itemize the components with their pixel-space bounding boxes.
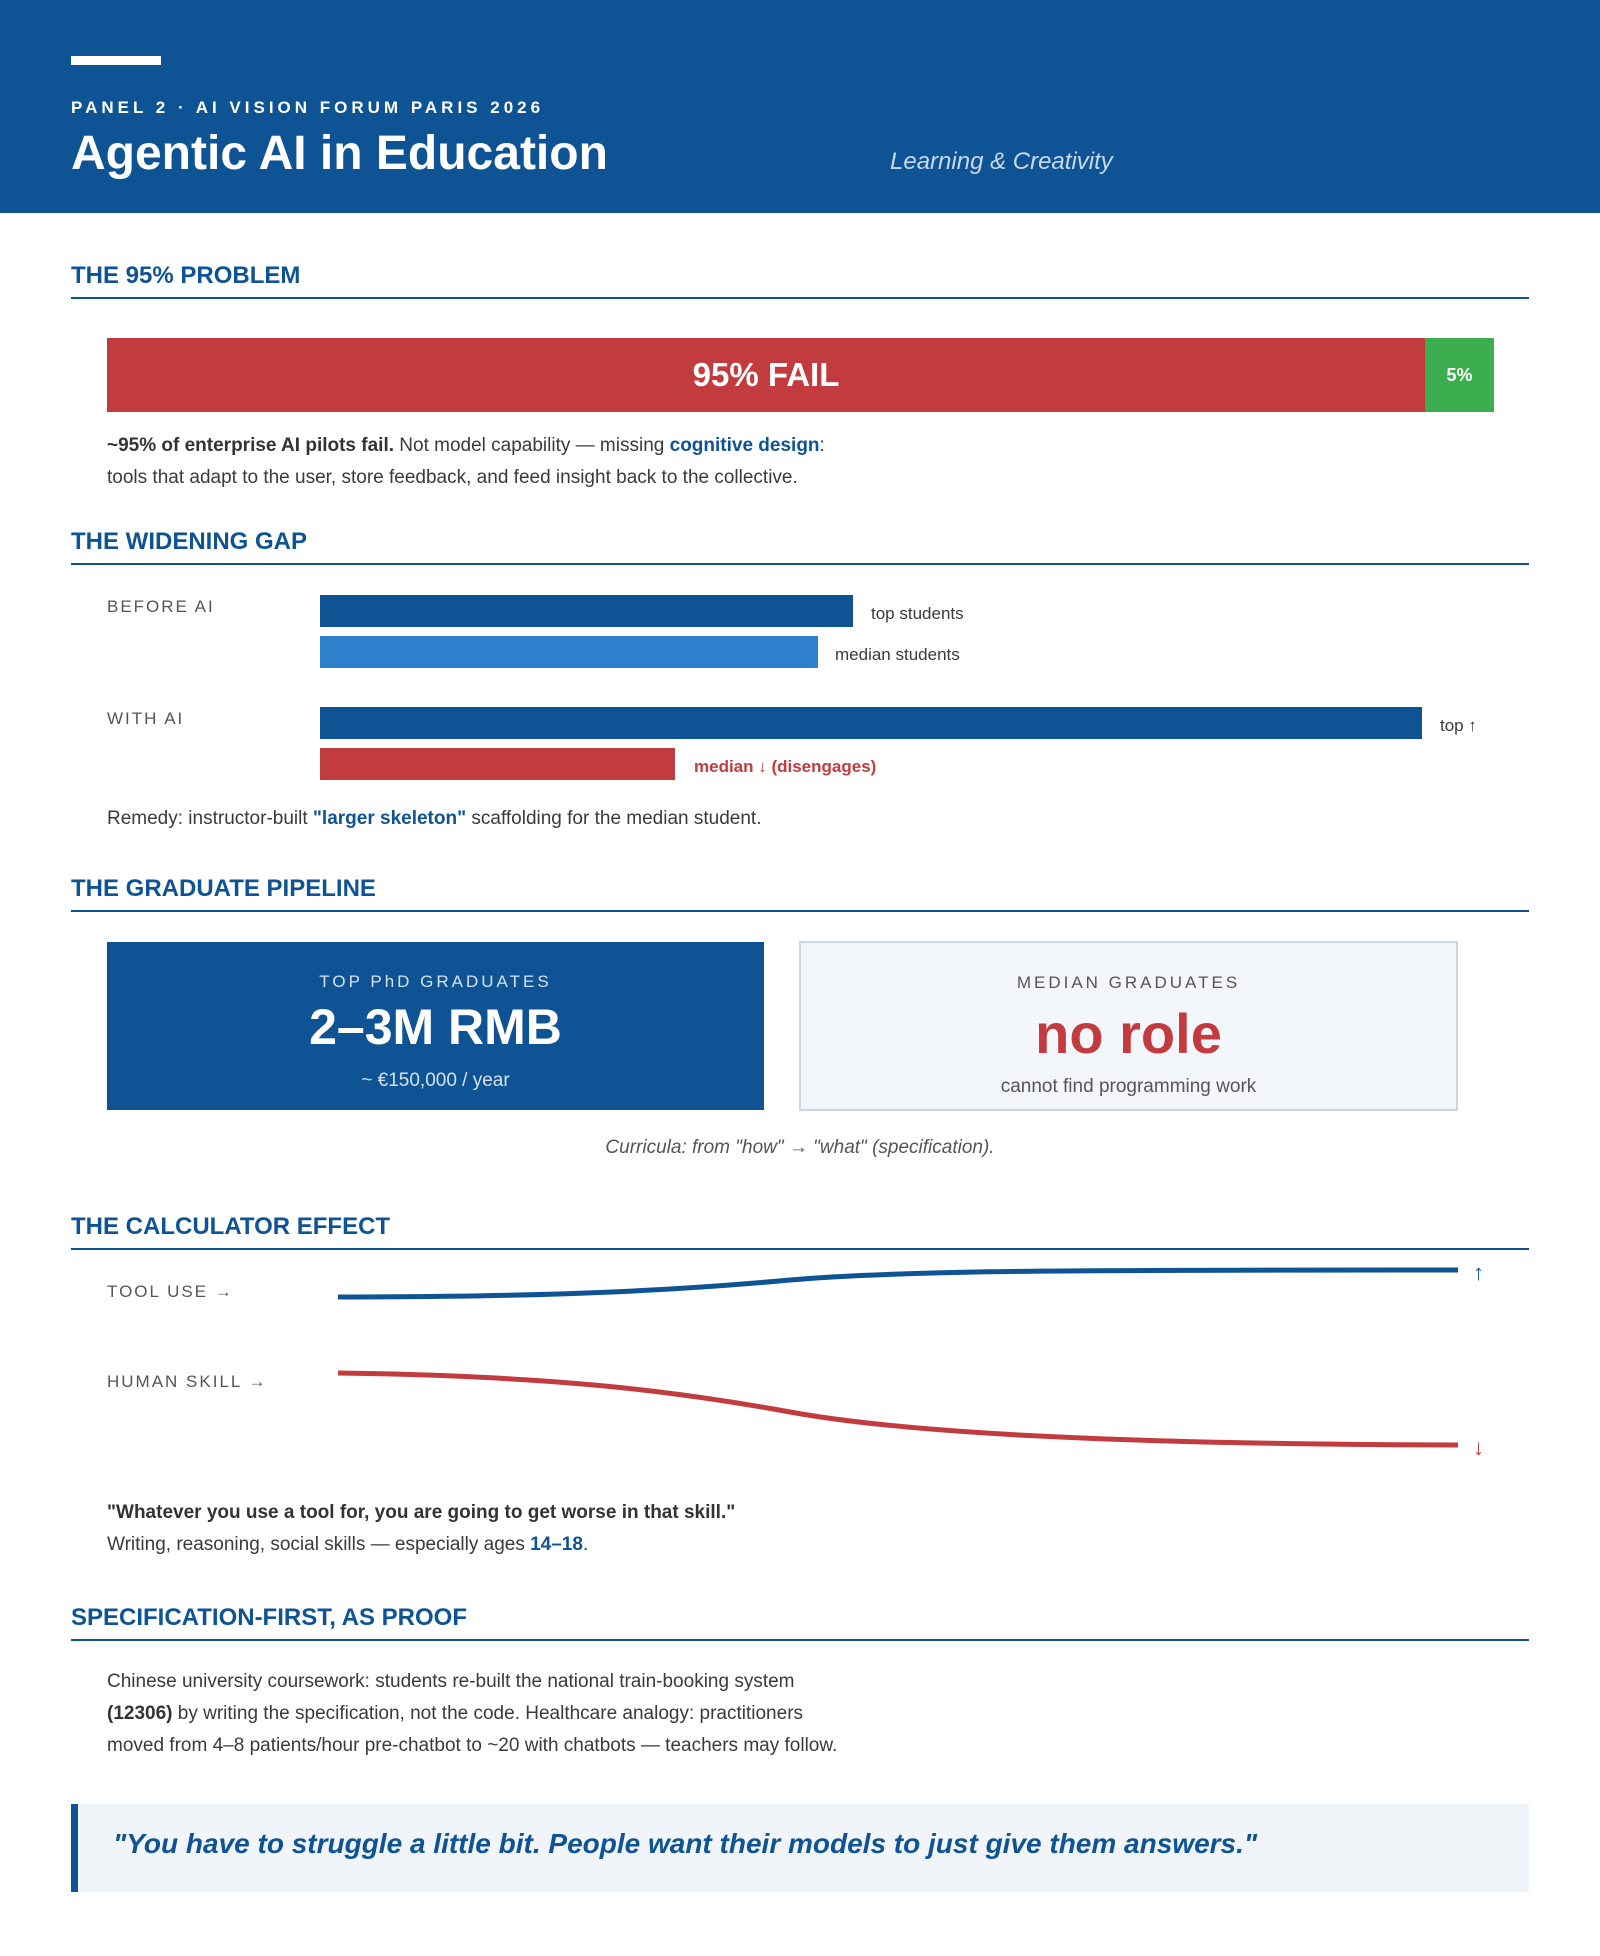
spec-line-3: moved from 4–8 patients/hour pre-chatbot to ~20 with chatbots — teachers may follow. xyxy=(107,1735,838,1756)
median-graduates-caption: MEDIAN GRADUATES xyxy=(1016,973,1241,992)
curricula-note: Curricula: from "how" → "what" (specification). xyxy=(605,1137,995,1158)
before-median-label: median students xyxy=(835,645,960,664)
tool-use-curve xyxy=(338,1270,1458,1297)
section-title-calculator: THE CALCULATOR EFFECT xyxy=(71,1213,391,1240)
top-graduates-caption: TOP PhD GRADUATES xyxy=(319,972,552,991)
page-subtitle: Learning & Creativity xyxy=(890,148,1113,175)
human-skill-label: HUMAN SKILL → xyxy=(107,1372,268,1391)
calculator-line-2-text: Writing, reasoning, social skills — especially ages xyxy=(107,1534,531,1555)
before-top-label: top students xyxy=(871,604,964,623)
calculator-text xyxy=(107,1497,735,1561)
human-skill-curve xyxy=(338,1373,1458,1445)
with-top-label: top ↑ xyxy=(1440,716,1477,735)
problem-bold: ~95% of enterprise AI pilots fail. xyxy=(107,435,395,456)
closing-quote: "You have to struggle a little bit. People want their models to just give them answers." xyxy=(113,1828,1258,1859)
age-range-highlight: 14–18 xyxy=(530,1534,583,1555)
top-graduates-value: 2–3M RMB xyxy=(309,999,562,1055)
problem-highlight: cognitive design xyxy=(669,435,820,456)
arrow-down-icon: ↓ xyxy=(1473,1435,1484,1460)
spec-line-1: Chinese university coursework: students re-built the national train-booking system xyxy=(107,1671,795,1692)
problem-text-end: : xyxy=(819,435,825,456)
page-title: Agentic AI in Education xyxy=(71,127,608,180)
remedy-prefix: Remedy: instructor-built xyxy=(107,808,313,829)
success-share-label: 5% xyxy=(1446,364,1473,385)
panel-eyebrow: PANEL 2 · AI VISION FORUM PARIS 2026 xyxy=(71,98,545,117)
calculator-quote: "Whatever you use a tool for, you are going to get worse in that skill." xyxy=(107,1502,736,1523)
with-ai-label: WITH AI xyxy=(107,709,185,728)
top-graduates-sub: ~ €150,000 / year xyxy=(361,1070,510,1091)
section-title-gap: THE WIDENING GAP xyxy=(71,528,308,555)
spec-line-2 xyxy=(107,1698,837,1730)
closing-quote-box xyxy=(71,1804,1529,1892)
problem-text-1: Not model capability — missing xyxy=(394,435,670,456)
with-median-label: median ↓ (disengages) xyxy=(694,757,877,776)
arrow-up-icon: ↑ xyxy=(1473,1260,1484,1285)
quote-accent-bar xyxy=(71,1804,78,1892)
fail-share-label: 95% FAIL xyxy=(692,356,840,393)
spec-text xyxy=(107,1666,837,1762)
section-title-problem: THE 95% PROBLEM xyxy=(71,262,301,289)
section-divider xyxy=(71,1639,1529,1641)
problem-line-2: tools that adapt to the user, store feedback, and feed insight back to the collective. xyxy=(107,467,798,488)
calculator-line-2-end: . xyxy=(582,1534,589,1555)
spec-bold: (12306) xyxy=(107,1703,173,1724)
tool-use-label: TOOL USE → xyxy=(107,1282,234,1301)
median-graduates-value: no role xyxy=(1035,1002,1222,1065)
remedy-suffix: scaffolding for the median student. xyxy=(466,808,762,829)
spec-line-2-text: by writing the specification, not the code. Healthcare analogy: practitioners xyxy=(172,1703,804,1724)
section-title-pipeline: THE GRADUATE PIPELINE xyxy=(71,875,376,902)
before-ai-label: BEFORE AI xyxy=(107,597,215,616)
median-graduates-sub: cannot find programming work xyxy=(1000,1076,1257,1097)
remedy-highlight: "larger skeleton" xyxy=(312,808,467,829)
section-title-spec: SPECIFICATION-FIRST, AS PROOF xyxy=(71,1604,468,1631)
calculator-line-2 xyxy=(107,1529,735,1561)
